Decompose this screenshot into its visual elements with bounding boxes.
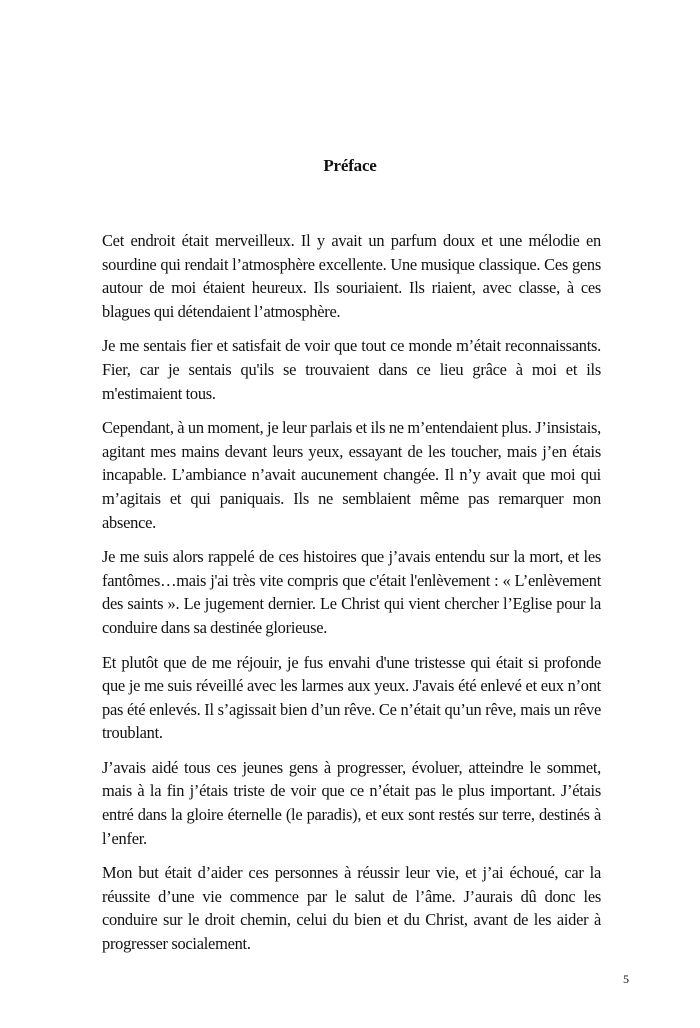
page-number: 5 bbox=[623, 972, 629, 986]
paragraph-2: Je me sentais fier et satisfait de voir que tout ce monde m’était reconnaissants. Fier, car je sentais qu'ils se trouvaient dans ce lieu grâce à moi et ils m'estimaient tous. bbox=[102, 336, 601, 403]
page-title: Préface bbox=[323, 156, 377, 175]
paragraph-6: J’avais aidé tous ces jeunes gens à progresser, évoluer, atteindre le sommet, mais à la fin j’étais triste de voir que ce n’était pas le plus important. J’étais entré dans la gloire éternelle (le paradis), et eux sont restés sur terre, destinés à l’enfer. bbox=[102, 757, 601, 848]
paragraph-7: Mon but était d’aider ces personnes à réussir leur vie, et j’ai échoué, car la réussite d’une vie commence par le salut de l’âme. J’aurais dû donc les conduire sur le droit chemin, celui du bien et du Christ, avant de les aider à progresser socialement. bbox=[102, 863, 601, 954]
paragraph-5: Et plutôt que de me réjouir, je fus envahi d'une tristesse qui était si profonde que je me suis réveillé avec les larmes aux yeux. J'avais été enlevé et eux n’ont pas été enlevés. Il s’agissait bien d’un rêve. Ce n’était qu’un rêve, mais un rêve troublant. bbox=[102, 652, 601, 743]
paragraph-1: Cet endroit était merveilleux. Il y avait un parfum doux et une mélodie en sourdine qui rendait l’atmosphère excellente. Une musique classique. Ces gens autour de moi étaient heureux. Ils souriaient. Ils riaient, avec classe, à ces blagues qui détendaient l’atmosphère. bbox=[102, 231, 601, 321]
paragraph-4: Je me suis alors rappelé de ces histoires que j’avais entendu sur la mort, et les fantômes…mais j'ai très vite compris que c'était l'enlèvement : « L’enlèvement des saints ». Le jugement dernier. Le Christ qui vient chercher l’Eglise pour la conduire dans sa destinée glorieuse. bbox=[102, 547, 601, 637]
preface-body bbox=[102, 229, 601, 967]
paragraph-3: Cependant, à un moment, je leur parlais et ils ne m’entendaient plus. J’insistais, agitant mes mains devant leurs yeux, essayant de les toucher, mais j’en étais incapable. L’ambiance n’avait aucunement changée. Il n’y avait que moi qui m’agitais et qui paniquais. Ils ne semblaient même pas remarquer mon absence. bbox=[102, 418, 601, 532]
